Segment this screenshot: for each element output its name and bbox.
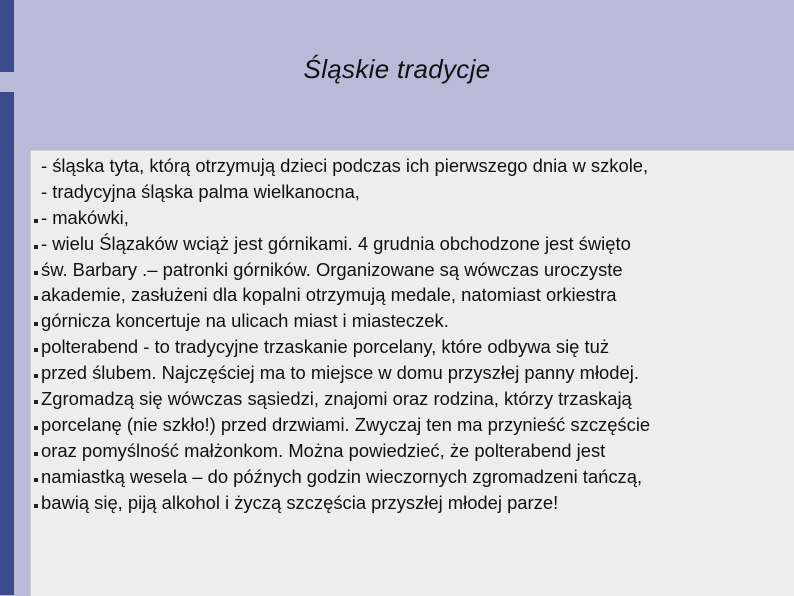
bullet-icon (34, 374, 38, 378)
bullet-icon (34, 296, 38, 300)
content-line-text: namiastką wesela – do późnych godzin wieczornych zgromadzeni tańczą, (41, 465, 643, 487)
content-line (31, 179, 793, 205)
content-line (31, 412, 793, 438)
content-line (31, 438, 793, 464)
bullet-icon (34, 426, 38, 430)
content-line-text: św. Barbary .– patronki górników. Organizowane są wówczas uroczyste (41, 258, 623, 280)
content-lines (31, 153, 793, 515)
content-line-text: oraz pomyślność małżonkom. Można powiedzieć, że polterabend jest (41, 439, 606, 461)
bullet-icon (34, 271, 38, 275)
content-line (31, 282, 793, 308)
content-line (31, 334, 793, 360)
slide-title: Śląskie tradycje (303, 54, 491, 84)
content-line-text: Zgromadzą się wówczas sąsiedzi, znajomi oraz rodzina, którzy trzaskają (41, 388, 632, 410)
bullet-icon (34, 478, 38, 482)
content-line-text: bawią się, piją alkohol i życzą szczęścia przyszłej młodej parze! (41, 491, 559, 513)
content-line (31, 308, 793, 334)
bullet-icon (34, 245, 38, 249)
content-line (31, 490, 793, 516)
bullet-icon (34, 322, 38, 326)
content-line-text: polterabend - to tradycyjne trzaskanie porcelany, które odbywa się tuż (41, 336, 610, 358)
content-line-text: - śląska tyta, którą otrzymują dzieci podczas ich pierwszego dnia w szkole, (41, 155, 649, 176)
accent-bar-bottom (0, 92, 14, 595)
content-line (31, 257, 793, 283)
content-line-text: górnicza koncertuje na ulicach miast i miasteczek. (41, 310, 449, 332)
bullet-icon (34, 400, 38, 404)
content-line (31, 360, 793, 386)
content-line-text: porcelanę (nie szkło!) przed drzwiami. Zwyczaj ten ma przynieść szczęście (41, 413, 651, 435)
content-line (31, 205, 793, 231)
bullet-icon (34, 504, 38, 508)
bullet-icon (34, 452, 38, 456)
content-line-text: - makówki, (41, 206, 129, 228)
content-line (31, 231, 793, 257)
content-line-text: akademie, zasłużeni dla kopalni otrzymują medale, natomiast orkiestra (41, 284, 617, 306)
content-line (31, 153, 793, 179)
bullet-icon (34, 219, 38, 223)
content-line (31, 386, 793, 412)
content-line-text: przed ślubem. Najczęściej ma to miejsce w domu przyszłej panny młodej. (41, 362, 639, 384)
content-box (30, 150, 794, 596)
bullet-icon (34, 348, 38, 352)
content-line-text: - tradycyjna śląska palma wielkanocna, (41, 180, 360, 202)
content-line (31, 464, 793, 490)
content-line-text: - wielu Ślązaków wciąż jest górnikami. 4 grudnia obchodzone jest święto (41, 232, 631, 254)
